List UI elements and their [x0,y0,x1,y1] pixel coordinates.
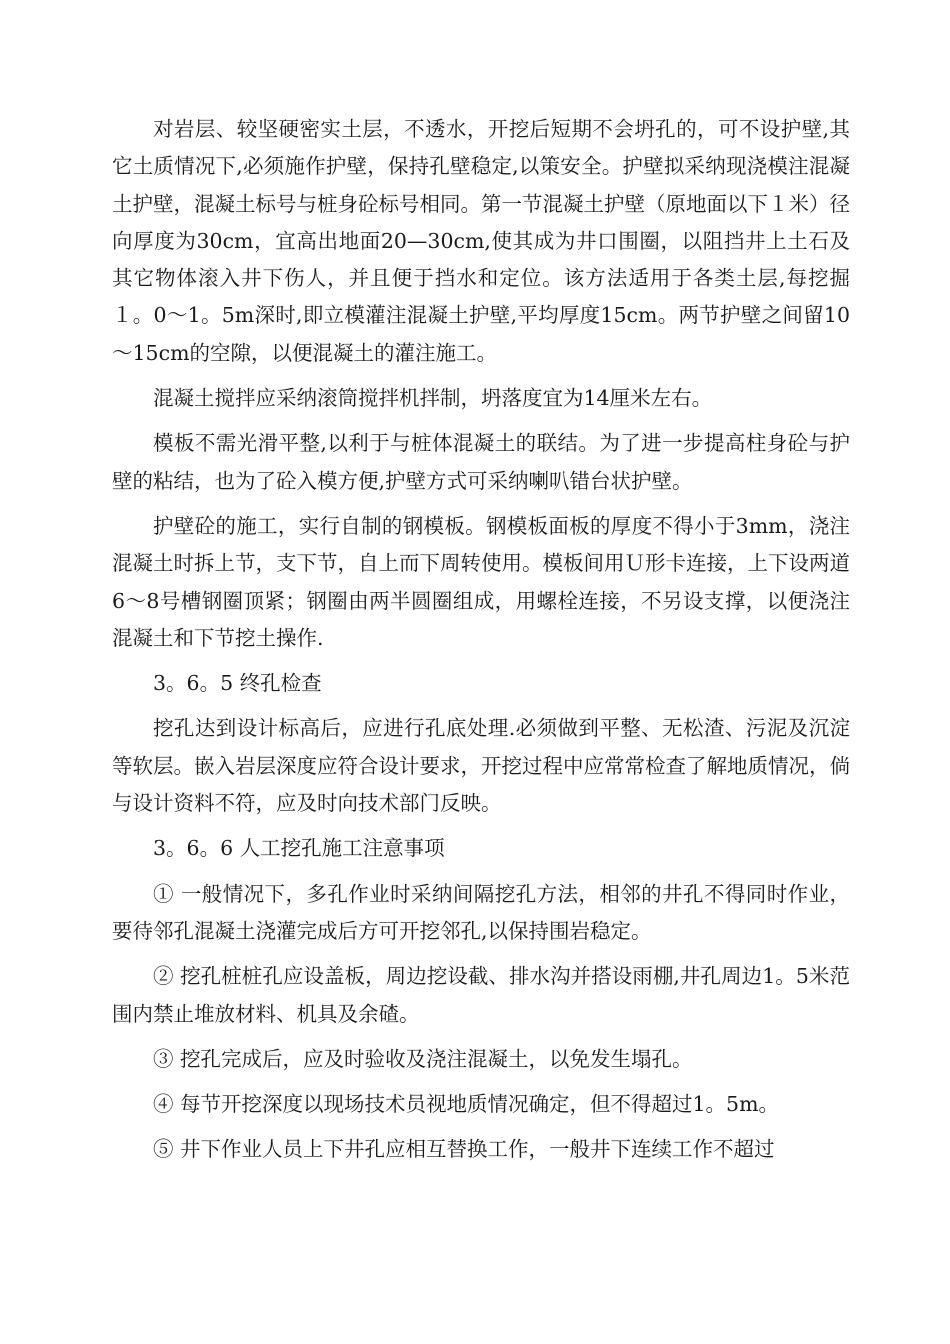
paragraph-steel-formwork: 护壁砼的施工，实行自制的钢模板。钢模板面板的厚度不得小于3mm，浇注混凝土时拆上节，支下节，自上而下周转使用。模板间用Ｕ形卡连接，上下设两道6～8号槽钢圈顶紧；钢圈由两半圆圈组成，用螺栓连接，不另设支撑，以便浇注混凝土和下节挖土操作. [112,513,850,650]
list-item-3: ③ 挖孔完成后，应及时验收及浇注混凝土，以免发生塌孔。 [153,1046,693,1071]
paragraph-retaining-wall: 对岩层、较坚硬密实土层，不透水，开挖后短期不会坍孔的，可不设护壁,其它土质情况下,必须施作护壁，保持孔壁稳定,以策安全。护壁拟采纳现浇模注混凝土护壁，混凝土标号与桩身砼标号相同。第一节混凝土护壁（原地面以下１米）径向厚度为30cm，宜高出地面20—30cm,使其成为井口围圈，以阻挡井上土石及其它物体滚入井下伤人，并且便于挡水和定位。该方法适用于各类土层,每挖掘１。0～1。5m深时,即立模灌注混凝土护壁,平均厚度15cm。两节护壁之间留10～15cm的空隙，以便混凝土的灌注施工。 [112,117,850,365]
list-item-1: ① 一般情况下，多孔作业时采纳间隔挖孔方法，相邻的井孔不得同时作业，要待邻孔混凝土浇灌完成后方可开挖邻孔,以保持围岩稳定。 [112,881,850,943]
paragraph-formwork: 模板不需光滑平整,以利于与桩体混凝土的联结。为了进一步提高柱身砼与护壁的粘结，也为了砼入模方便,护壁方式可采纳喇叭错台状护壁。 [112,431,850,493]
section-heading-final-hole-check: 3。6。5 终孔检查 [153,671,322,696]
section-heading-safety-notes: 3。6。6 人工挖孔施工注意事项 [153,836,445,861]
list-item-2: ② 挖孔桩桩孔应设盖板，周边挖设截、排水沟并搭设雨棚,井孔周边1。5米范围内禁止堆放材料、机具及余碴。 [112,964,850,1026]
paragraph-final-hole-check: 挖孔达到设计标高后，应进行孔底处理.必须做到平整、无松渣、污泥及沉淀等软层。嵌入岩层深度应符合设计要求，开挖过程中应常常检查了解地质情况，倘与设计资料不符，应及时向技术部门反映。 [112,716,850,816]
list-item-5: ⑤ 井下作业人员上下井孔应相互替换工作，一般井下连续工作不超过 [153,1137,775,1162]
paragraph-concrete-mixing: 混凝土搅拌应采纳滚筒搅拌机拌制，坍落度宜为14厘米左右。 [153,386,713,411]
list-item-4: ④ 每节开挖深度以现场技术员视地质情况确定，但不得超过1。5m。 [153,1092,780,1117]
document-body [112,111,850,1177]
